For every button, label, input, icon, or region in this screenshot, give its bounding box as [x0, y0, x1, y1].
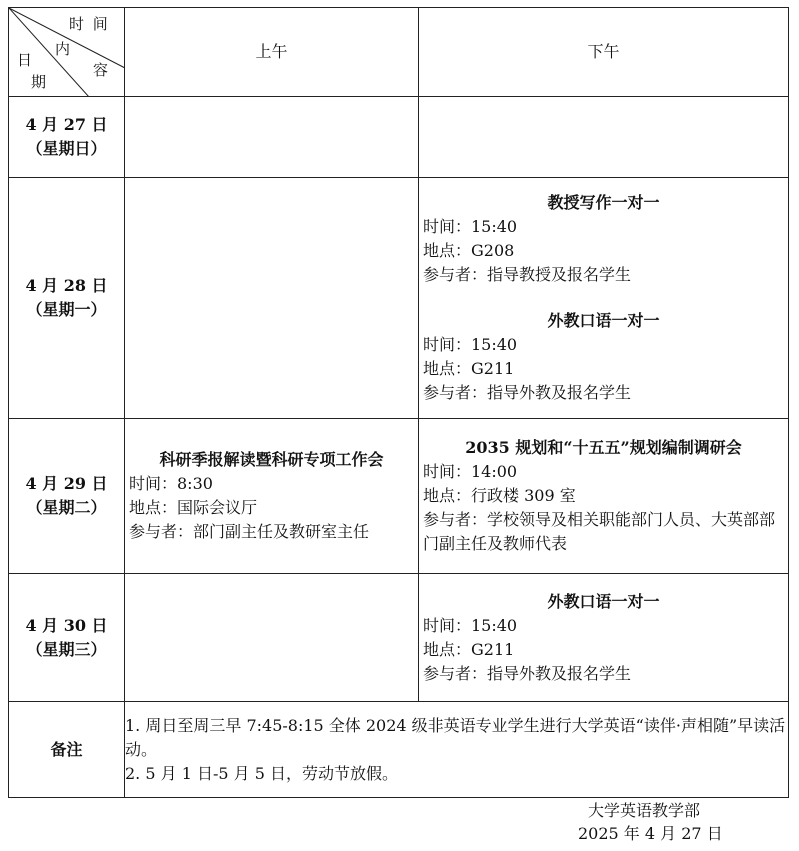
date-cell	[9, 574, 125, 702]
corner-content-label-1: 内	[55, 40, 71, 58]
corner-header-cell	[9, 8, 125, 97]
corner-date-label-2: 期	[31, 73, 47, 91]
event-participants: 参与者：指导外教及报名学生	[423, 383, 632, 402]
weekday-label: （星期三）	[26, 639, 107, 659]
event-title: 外教口语一对一	[547, 311, 660, 330]
date-label: 4 月 29 日	[25, 474, 108, 493]
event-time: 时间：14:00	[423, 462, 518, 481]
day-row	[9, 178, 789, 419]
date-cell	[9, 97, 125, 178]
date-cell	[9, 178, 125, 419]
event-block	[419, 436, 788, 556]
event-participants: 参与者：指导教授及报名学生	[423, 265, 632, 284]
event-title: 外教口语一对一	[547, 591, 660, 611]
pm-cell	[419, 97, 789, 178]
department-signature: 大学英语教学部	[588, 801, 701, 820]
notes-label: 备注	[9, 702, 125, 798]
event-time: 时间：8:30	[129, 474, 213, 493]
am-cell	[125, 419, 419, 574]
event-block	[419, 590, 788, 686]
event-participants: 参与者：部门副主任及教研室主任	[129, 522, 370, 541]
event-block	[419, 191, 788, 287]
event-time: 时间：15:40	[423, 335, 518, 354]
date-label: 4 月 28 日	[25, 276, 108, 295]
notes-row	[9, 702, 789, 798]
pm-header: 下午	[419, 8, 789, 97]
event-place: 地点：G208	[423, 241, 515, 260]
event-title: 教授写作一对一	[547, 193, 660, 212]
schedule-table	[8, 7, 789, 798]
weekday-label: （星期二）	[26, 498, 107, 517]
day-row	[9, 419, 789, 574]
day-row	[9, 97, 789, 178]
date-cell	[9, 419, 125, 574]
am-header: 上午	[125, 8, 419, 97]
corner-date-label-1: 日	[17, 51, 33, 69]
am-cell	[125, 178, 419, 419]
note-item: 2. 5 月 1 日-5 月 5 日，劳动节放假。	[125, 763, 398, 783]
am-cell	[125, 574, 419, 702]
note-item: 1. 周日至周三早 7:45-8:15 全体 2024 级非英语专业学生进行大学英语“读伴·声相随”早读活动。	[125, 715, 786, 759]
event-participants: 参与者：学校领导及相关职能部门人员、大英部部门副主任及教师代表	[423, 510, 776, 553]
event-place: 地点：国际会议厅	[129, 498, 258, 517]
event-time: 时间：15:40	[423, 615, 518, 635]
header-row	[9, 8, 789, 97]
corner-time-label: 时 间	[69, 15, 110, 33]
event-block	[125, 448, 418, 544]
event-place: 地点：行政楼 309 室	[423, 486, 576, 505]
pm-cell	[419, 178, 789, 419]
event-time: 时间：15:40	[423, 217, 518, 236]
pm-cell	[419, 419, 789, 574]
pm-cell	[419, 574, 789, 702]
event-place: 地点：G211	[423, 359, 515, 378]
am-cell	[125, 97, 419, 178]
day-row	[9, 574, 789, 702]
event-participants: 参与者：指导外教及报名学生	[423, 663, 632, 683]
weekday-label: （星期日）	[26, 139, 107, 158]
notes-body	[125, 702, 789, 798]
date-label: 4 月 30 日	[25, 615, 108, 635]
event-title: 2035 规划和“十五五”规划编制调研会	[465, 438, 742, 457]
date-label: 4 月 27 日	[25, 115, 108, 134]
event-place: 地点：G211	[423, 639, 515, 659]
event-block	[419, 309, 788, 405]
weekday-label: （星期一）	[26, 300, 107, 319]
issue-date: 2025 年 4 月 27 日	[578, 824, 723, 843]
event-title: 科研季报解读暨科研专项工作会	[159, 450, 384, 469]
corner-content-label-2: 容	[93, 61, 109, 79]
